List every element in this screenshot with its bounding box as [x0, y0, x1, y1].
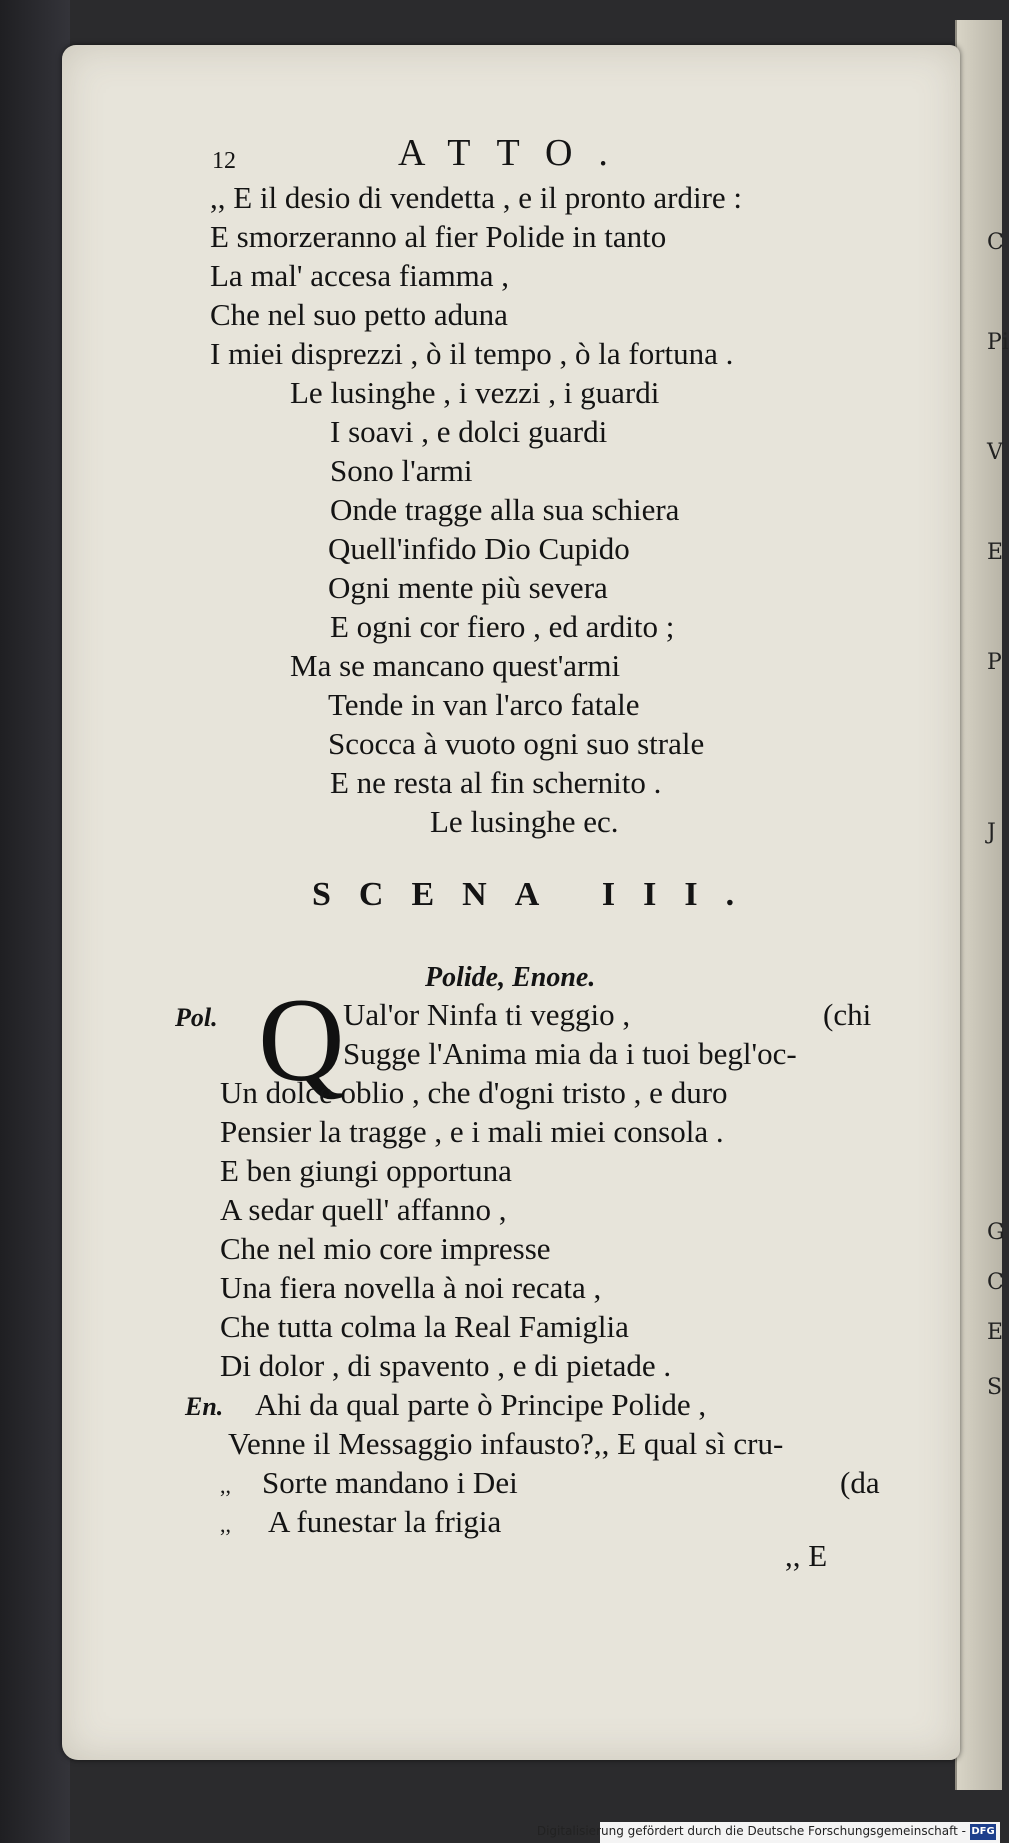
dialogue-line: A funestar la frigia: [268, 1504, 502, 1539]
verse-line: Che nel suo petto aduna: [210, 297, 508, 332]
verse-line: E smorzeranno al fier Polide in tanto: [210, 219, 667, 254]
verse-refrain: Le lusinghe ec.: [430, 804, 619, 839]
verse-line: Le lusinghe , i vezzi , i guardi: [290, 375, 660, 410]
dialogue-line: Un dolce oblio , che d'ogni tristo , e duro: [220, 1075, 728, 1110]
verse-line: Ma se mancano quest'armi: [290, 648, 621, 683]
dialogue-line: A sedar quell' affanno ,: [220, 1192, 507, 1227]
dialogue-line: Ahi da qual parte ò Principe Polide ,: [255, 1387, 707, 1422]
dialogue-line: Che nel mio core impresse: [220, 1231, 551, 1266]
adjacent-page-fragment: G: [987, 1220, 1005, 1245]
footer-credit: Digitalisierung gefördert durch die Deutsche Forschungsgemeinschaft -: [536, 1824, 966, 1838]
dialogue-line: Una fiera novella à noi recata ,: [220, 1270, 602, 1305]
dialogue-line: E ben giungi opportuna: [220, 1153, 512, 1188]
scene-title: SCENA III.: [312, 876, 763, 913]
dialogue-line: Di dolor , di spavento , e di pietade .: [220, 1348, 672, 1383]
verse-line: I miei disprezzi , ò il tempo , ò la fortuna .: [210, 336, 734, 371]
verse-line: E ogni cor fiero , ed ardito ;: [330, 609, 675, 644]
quotation-mark: ,,: [220, 1473, 231, 1498]
dialogue-line: Che tutta colma la Real Famiglia: [220, 1309, 629, 1344]
adjacent-page-fragment: Pi: [987, 330, 1009, 355]
adjacent-page-fragment: J: [987, 820, 996, 845]
verse-line: Scocca à vuoto ogni suo strale: [328, 726, 705, 761]
dialogue-line: Sugge l'Anima mia da i tuoi begl'oc-: [343, 1036, 797, 1071]
adjacent-page-fragment: C: [987, 230, 1004, 255]
dialogue-line: Ual'or Ninfa ti veggio ,: [343, 997, 631, 1032]
page-number: 12: [212, 148, 236, 174]
speaker-label-polide: Pol.: [175, 1003, 218, 1032]
verse-line: Quell'infido Dio Cupido: [328, 531, 630, 566]
catchword: ,, E: [785, 1538, 828, 1573]
verse-line: La mal' accesa fiamma ,: [210, 258, 510, 293]
quotation-mark: ,,: [220, 1512, 231, 1537]
turnover-fragment: (chi: [823, 997, 872, 1032]
adjacent-page-edge: [955, 20, 1009, 1790]
verse-line: Ogni mente più severa: [328, 570, 608, 605]
dialogue-line: Sorte mandano i Dei: [262, 1465, 518, 1500]
verse-line: ,, E il desio di vendetta , e il pronto ardire :: [210, 180, 743, 215]
book-backdrop: [0, 0, 70, 1843]
adjacent-page-fragment: E: [987, 1320, 1004, 1345]
verse-line: Tende in van l'arco fatale: [328, 687, 640, 722]
adjacent-page-fragment: S: [987, 1375, 1003, 1400]
scene-characters: Polide, Enone.: [425, 962, 596, 993]
verse-line: Onde tragge alla sua schiera: [330, 492, 680, 527]
dialogue-line: Venne il Messaggio infausto?,, E qual sì cru-: [228, 1426, 784, 1461]
adjacent-page-fragment: C: [987, 1270, 1004, 1295]
verse-line: Sono l'armi: [330, 453, 473, 488]
verse-line: E ne resta al fin schernito .: [330, 765, 662, 800]
adjacent-page-fragment: V: [987, 440, 1003, 465]
speaker-label-enone: En.: [185, 1392, 224, 1421]
digitization-footer: [536, 1822, 1000, 1843]
turnover-fragment: (da: [840, 1465, 880, 1500]
dfg-logo: DFG: [970, 1824, 996, 1840]
drop-cap: Q: [258, 973, 345, 1106]
adjacent-page-fragment: E: [987, 540, 1004, 565]
verse-line: I soavi , e dolci guardi: [330, 414, 608, 449]
running-head: ATTO.: [398, 132, 634, 174]
dialogue-line: Pensier la tragge , e i mali miei consola .: [220, 1114, 724, 1149]
adjacent-page-fragment: P: [987, 650, 1002, 675]
